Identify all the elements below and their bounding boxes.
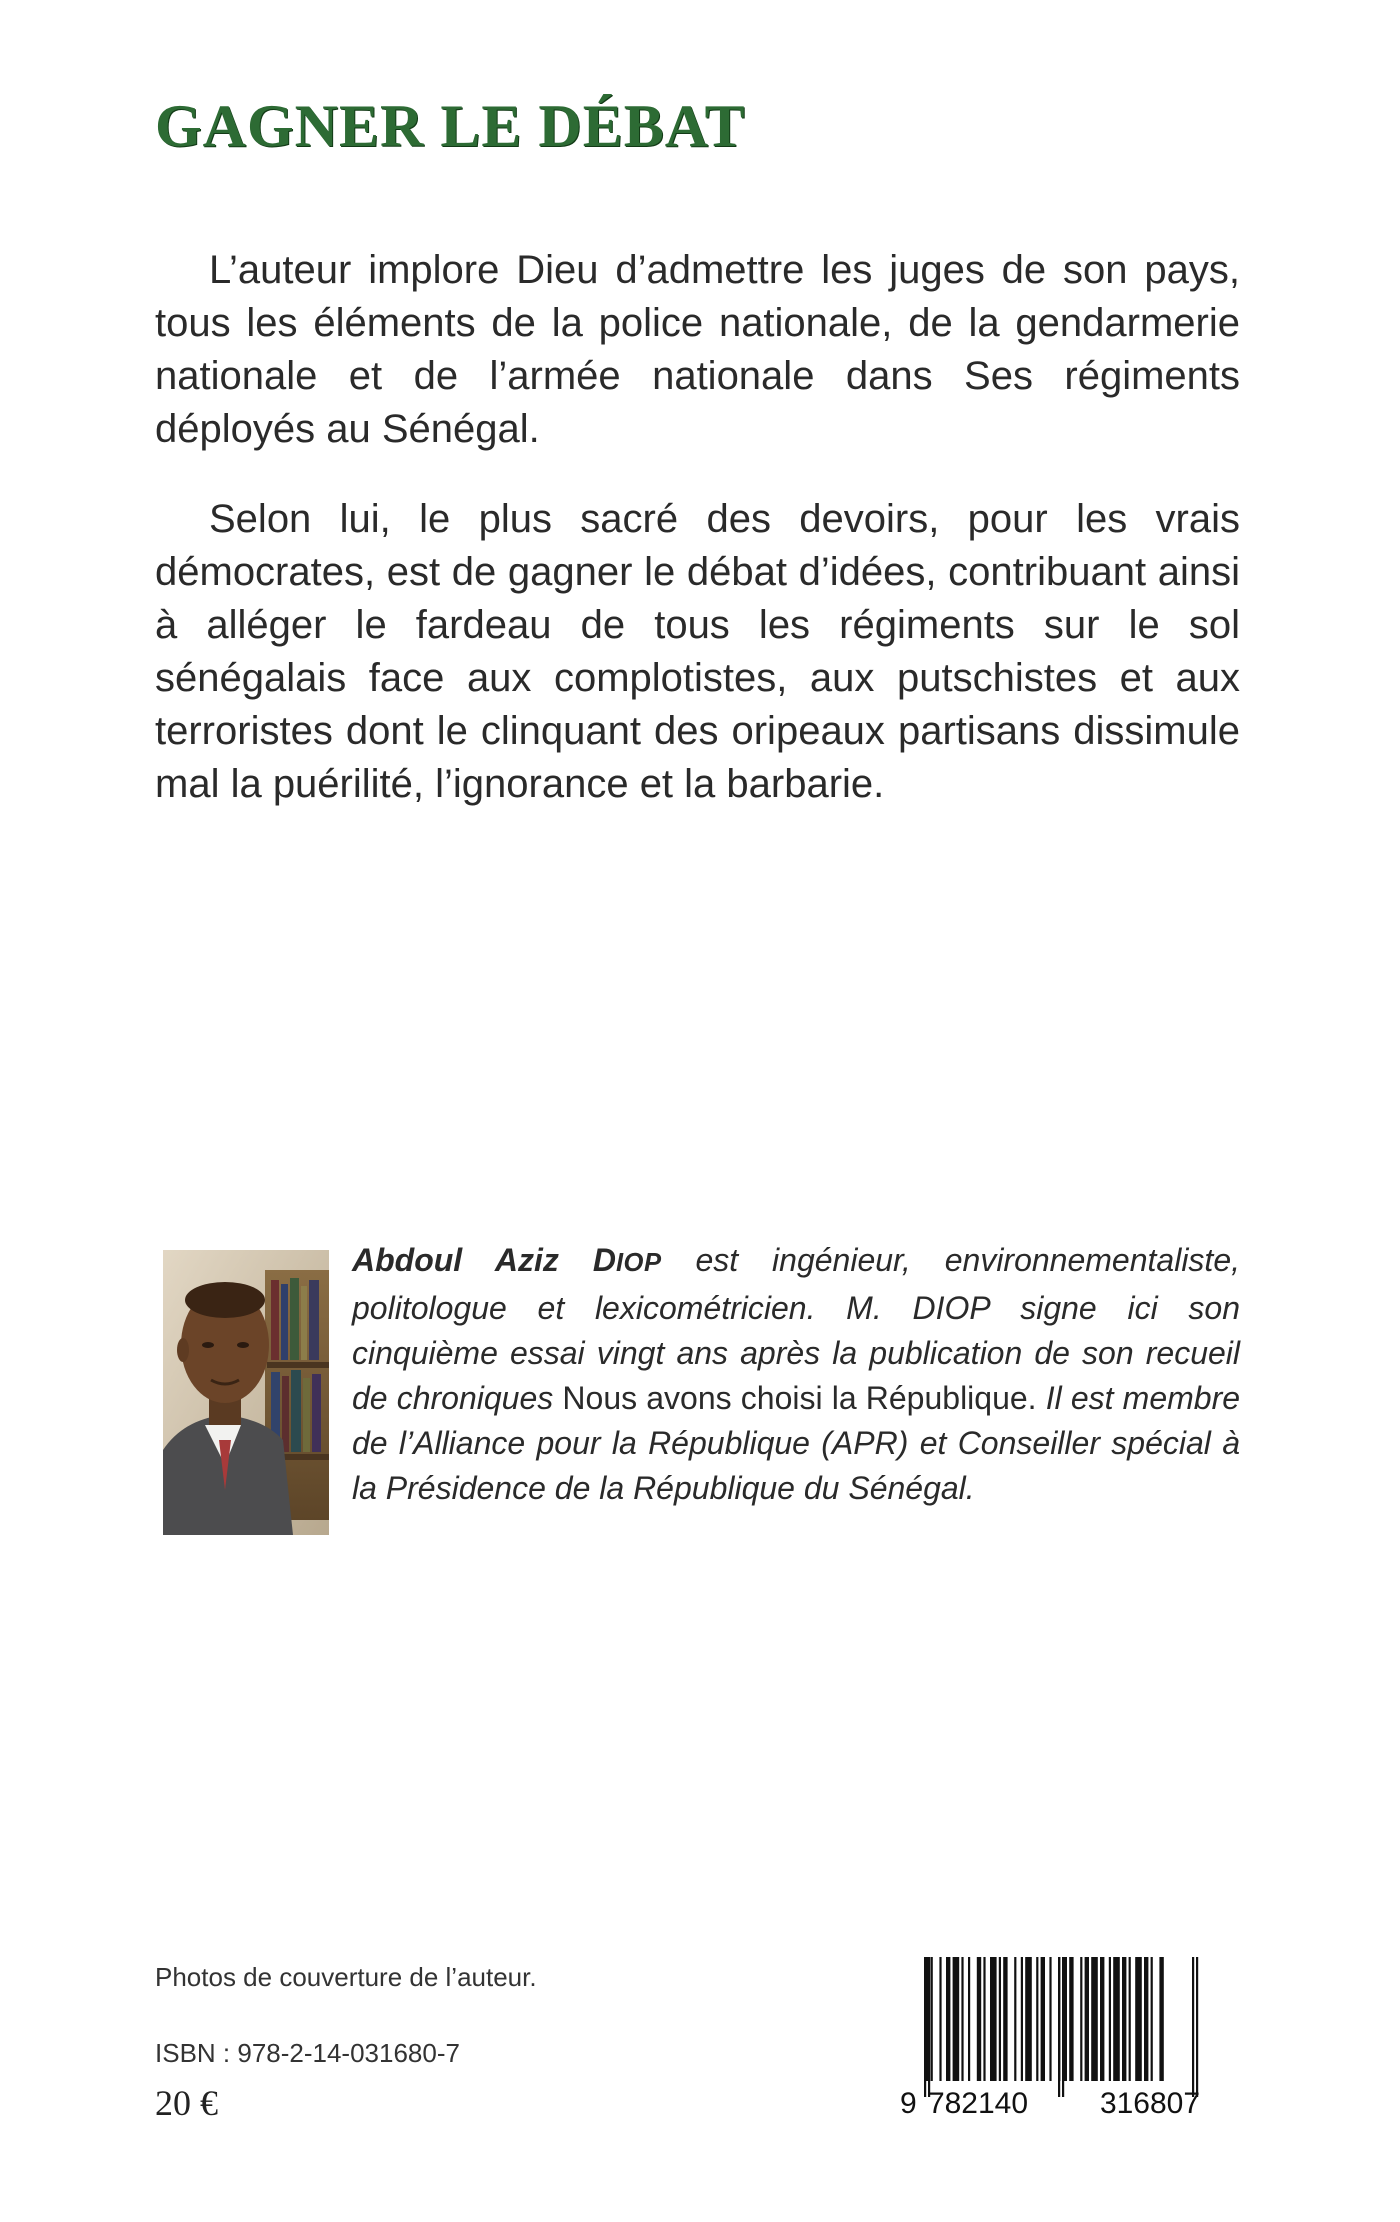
author-photo: [163, 1250, 329, 1535]
barcode-digit-lead: 9: [900, 2087, 917, 2120]
barcode-bar: [1080, 1957, 1082, 2081]
author-portrait-image: [163, 1250, 329, 1535]
barcode-bar: [1069, 1957, 1073, 2081]
barcode-bar: [1151, 1957, 1153, 2081]
price: 20 €: [155, 2083, 218, 2123]
author-biography: Abdoul Aziz DIOP est ingénieur, environnementaliste, politologue et lexicométricien. M. DIOP signe ici son cinquième essai vingt ans après la publication de son recueil de chroniques Nous avons choisi la République. Il est membre de l’Alliance pour la République (APR) et Conseiller spécial à la Présidence de la République du Sénégal.: [352, 1242, 1241, 1506]
barcode-bars: [888, 1953, 1240, 2123]
barcode-bar: [990, 1957, 997, 2081]
barcode-guard-bar: [1196, 1957, 1198, 2097]
barcode-guard-bar: [1192, 1957, 1194, 2097]
barcode-guard-bar: [928, 1957, 930, 2097]
barcode-bar: [983, 1957, 985, 2081]
barcode-digits-group1: 782140: [927, 2087, 1029, 2120]
barcode-bar: [939, 1957, 941, 2081]
barcode-bar: [931, 1957, 933, 2081]
barcode-bar: [1041, 1957, 1045, 2081]
barcode: [888, 1953, 1240, 2123]
barcode-guard-bar: [924, 1957, 926, 2097]
barcode-bar: [1122, 1957, 1126, 2081]
barcode-bar: [977, 1957, 981, 2081]
isbn-label: ISBN : 978-2-14-031680-7: [155, 2038, 460, 2068]
book-title: GAGNER LE DÉBAT: [155, 93, 746, 159]
barcode-bar: [1021, 1957, 1023, 2081]
author-name: Abdoul Aziz DIOP: [352, 1242, 662, 1278]
barcode-bar: [953, 1957, 960, 2081]
barcode-bar: [1129, 1957, 1131, 2081]
barcode-guard-bar: [1058, 1957, 1060, 2097]
summary-paragraph-2: Selon lui, le plus sacré des devoirs, pour les vrais démocrates, est de gagner le débat d’idées, contribuant ainsi à alléger le fardeau de tous les régiments sur le sol sénégalais face aux complotistes, aux putschistes et aux terroristes dont le clinquant des oripeaux partisans dissimule mal la puérilité, l’ignorance et la barbarie.: [155, 497, 1240, 806]
barcode-bar: [946, 1957, 950, 2081]
barcode-bar: [1036, 1957, 1038, 2081]
barcode-bar: [1049, 1957, 1051, 2081]
barcode-bar: [1014, 1957, 1016, 2081]
barcode-bar: [1091, 1957, 1098, 2081]
barcode-bar: [1113, 1957, 1120, 2081]
barcode-bar: [1144, 1957, 1148, 2081]
barcode-digits-group2: 316807: [1099, 2087, 1201, 2120]
barcode-bar: [1159, 1957, 1163, 2081]
summary-paragraph-1: L’auteur implore Dieu d’admettre les juges de son pays, tous les éléments de la police nationale, de la gendarmerie nationale et de l’armée nationale dans Ses régiments déployés au Sénégal.: [155, 248, 1240, 451]
barcode-bar: [1135, 1957, 1142, 2081]
barcode-bar: [968, 1957, 970, 2081]
cited-book-title: Nous avons choisi la République.: [562, 1380, 1037, 1416]
barcode-bar: [1085, 1957, 1089, 2081]
photo-credit: Photos de couverture de l’auteur.: [155, 1962, 537, 1992]
barcode-bar: [1100, 1957, 1104, 2081]
barcode-bar: [1025, 1957, 1032, 2081]
barcode-bar: [1109, 1957, 1111, 2081]
barcode-bar: [999, 1957, 1001, 2081]
barcode-bar: [961, 1957, 963, 2081]
barcode-bar: [1003, 1957, 1007, 2081]
barcode-guard-bar: [1062, 1957, 1064, 2097]
